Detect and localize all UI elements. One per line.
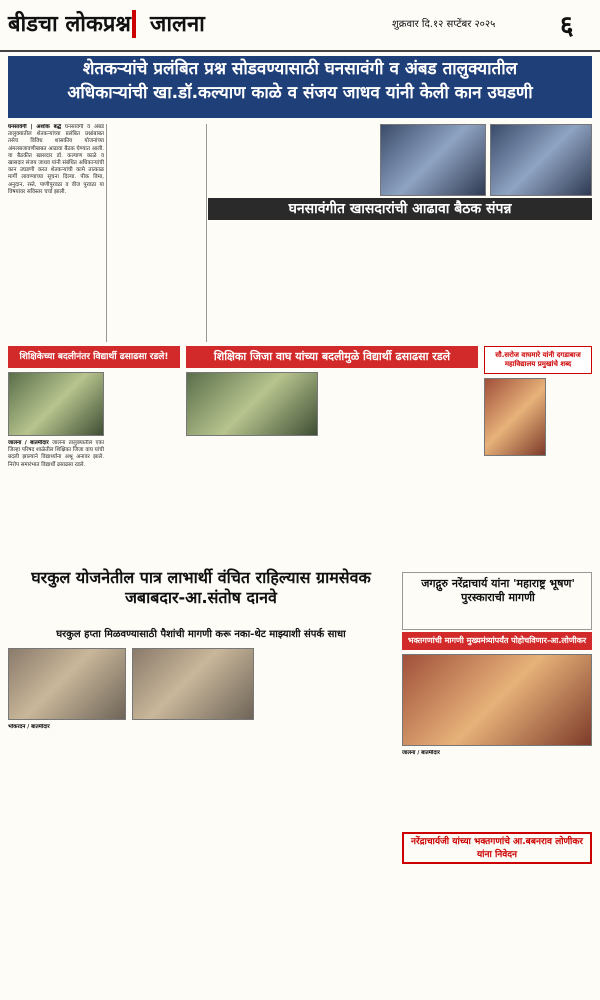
top-story-headline-line2: अधिकाऱ्यांची खा.डॉ.कल्याण काळे व संजय जाधव यांनी केली कान उघडणी [67, 82, 533, 103]
top-story-headline-line1: शेतकऱ्यांचे प्रलंबित प्रश्न सोडवण्यासाठी घनसावंगी व अंबड तालुक्यातील [82, 59, 518, 79]
teacher-band-left: शिक्षिकेच्या बदलीनंतर विद्यार्थी ढसाढसा रडले! [8, 346, 180, 368]
award-band: सौ.सरोज वाघमारे यांनी दगडाबाज महाविद्यालय प्रमुखांचे शब्द [484, 346, 592, 374]
housing-dateline: भोकरदन / बातमीदार [8, 724, 50, 730]
housing-dateline-box [8, 724, 126, 734]
maharashtra-photo [402, 654, 592, 746]
teacher-band-mid: शिक्षिका जिजा वाघ यांच्या बदलीमुळे विद्यार्थी ढसाढसा रडले [186, 346, 478, 368]
top-story-dateline: घनसावंगी | अशोक बद्धे [8, 124, 62, 130]
top-story-headline [8, 56, 592, 118]
meeting-photo-1 [380, 124, 486, 196]
housing-subline: घरकुल हप्ता मिळवण्यासाठी पैशांची मागणी करू नका-थेट माझ्याशी संपर्क साधा [56, 629, 346, 640]
column-rule [206, 124, 207, 342]
teacher-story-dateline: जालना / बातमीदार [8, 440, 49, 446]
lonikar-headline: नरेंद्राचार्यजी यांच्या भक्तगणांचे आ.बबनराव लोणीकर यांना निवेदन [402, 832, 592, 864]
page-number: ६ [560, 11, 574, 41]
masthead [0, 0, 600, 52]
meeting-subhead: घनसावंगीत खासदारांची आढावा बैठक संपन्न [208, 198, 592, 220]
newspaper-title: बीडचा लोकप्रश्न [8, 11, 131, 37]
top-story-column-1 [8, 124, 104, 342]
teacher-portrait [484, 378, 546, 456]
maharashtra-red-line: भक्तगणांची मागणी मुख्यमंत्र्यांपर्यंत पोहोचविणार-आ.लोणीकर [402, 632, 592, 650]
maharashtra-headline: जगद्गुरु नरेंद्राचार्य यांना 'महाराष्ट्र भूषण' पुरस्काराची मागणी [421, 577, 575, 604]
edition-name: जालना [150, 12, 205, 37]
top-story-body: घनसावंगी व अंबड तालुक्यातील शेतकऱ्यांच्या प्रलंबित प्रश्नांबाबत तसेच विविध शासकीय योजनांच्या अंमलबजावणीबाबत आढावा बैठक घेण्यात आली. या बैठकीत खासदार डॉ. कल्याण काळे व खासदार संजय जाधव यांनी संबंधित अधिकाऱ्यांची कान उघडणी करत शेतकऱ्यांची कामे तात्काळ मार्गी लावण्याच्या सूचना दिल्या. पीक विमा, अनुदान, रस्ते, पाणीपुरवठा व वीज पुरवठा या विषयांवर सविस्तर चर्चा झाली. [8, 124, 104, 195]
maharashtra-story-box [402, 572, 592, 630]
column-rule [106, 124, 107, 342]
masthead-divider [132, 10, 136, 38]
housing-photo-1 [8, 648, 126, 720]
maharashtra-dateline: जालना / बातमीदार [402, 750, 440, 756]
school-photo [8, 372, 104, 436]
housing-headline: घरकुल योजनेतील पात्र लाभार्थी वंचित राहिल्यास ग्रामसेवक जबाबदार-आ.संतोष दानवे [31, 568, 371, 607]
housing-photo-2 [132, 648, 254, 720]
issue-date: शुक्रवार दि.१२ सप्टेंबर २०२५ [392, 19, 496, 30]
meeting-photo-2 [490, 124, 592, 196]
teacher-story-body [8, 440, 104, 560]
maharashtra-dateline-box [402, 750, 498, 760]
teacher-story-text: जालना तालुक्यातील एका जिल्हा परिषद शाळेतील शिक्षिका जिजा वाघ यांची बदली झाल्याने विद्यार्थ्यांना अश्रू अनावर झाले. निरोप समारंभात विद्यार्थी ढसाढसा रडले. [8, 440, 104, 468]
students-photo [186, 372, 318, 436]
